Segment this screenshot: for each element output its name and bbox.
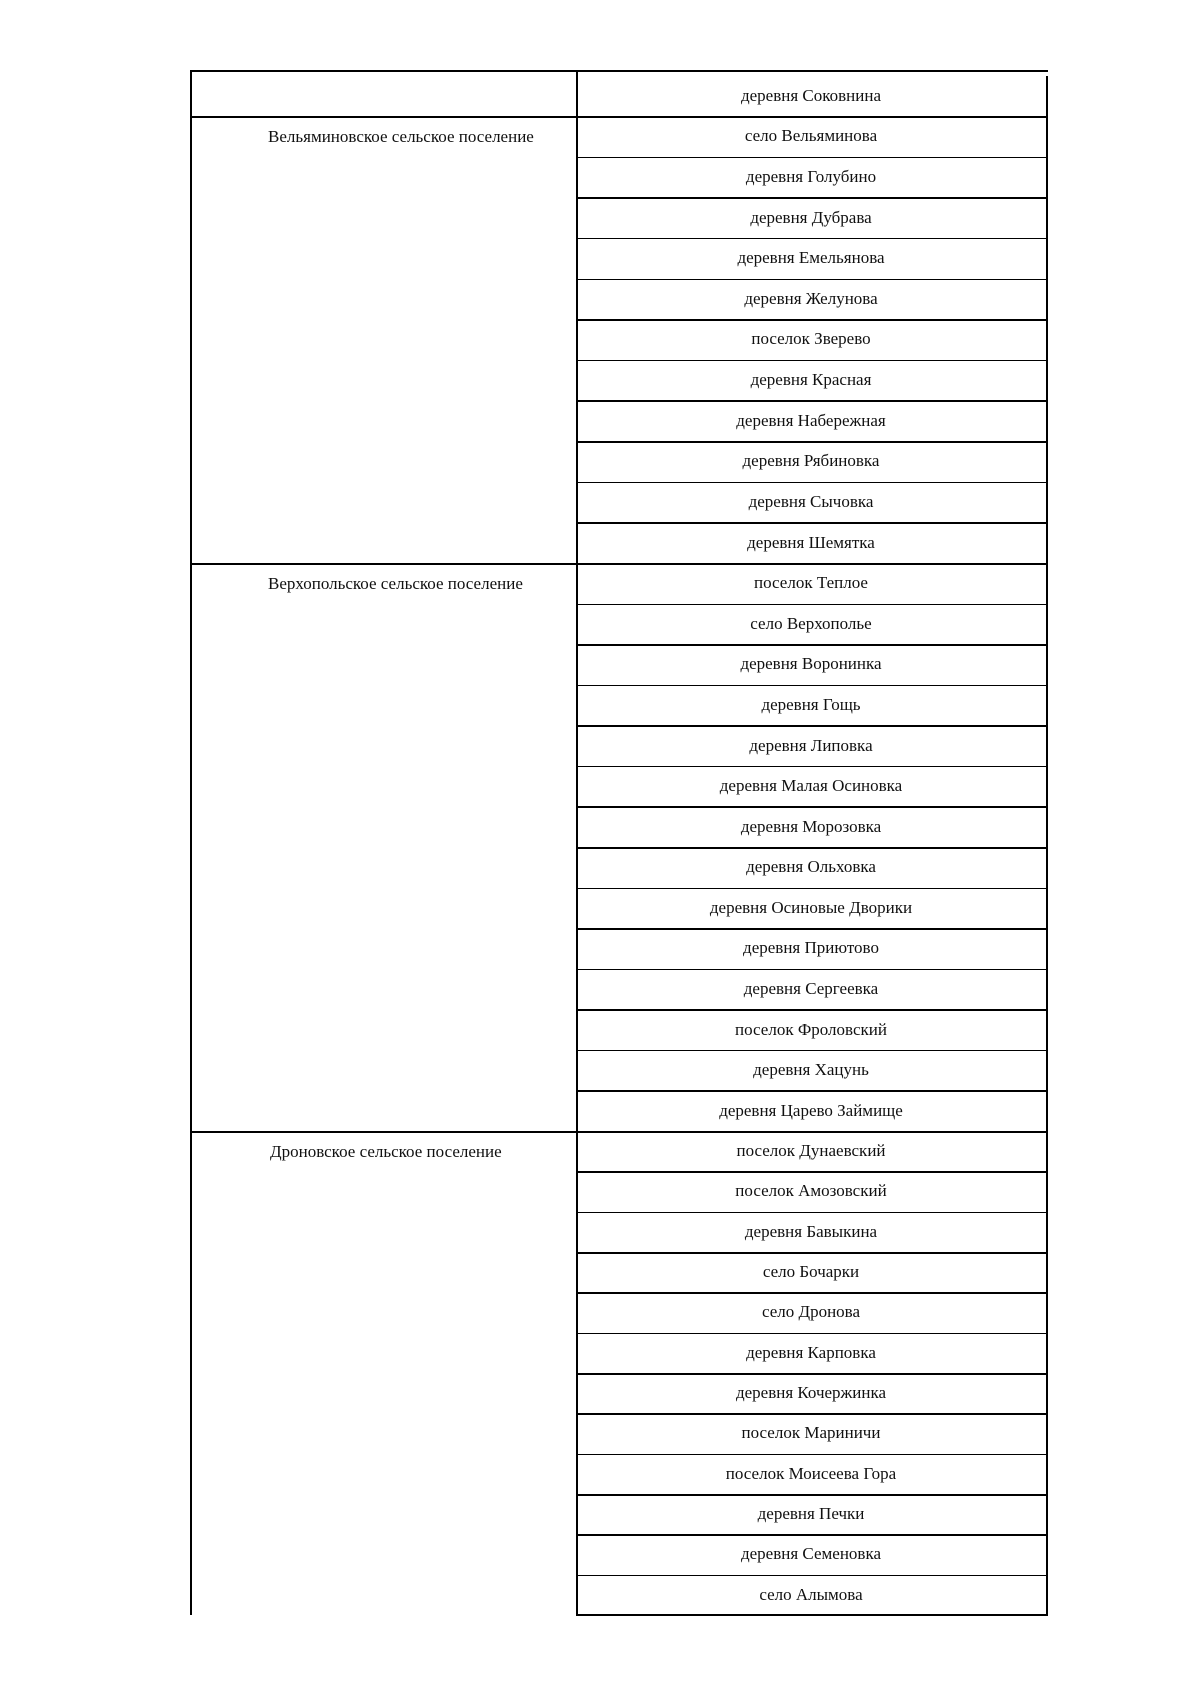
header-left-cell (190, 70, 576, 116)
locality-cell: деревня Сергеевка (743, 978, 879, 998)
row-separator (576, 1212, 1048, 1214)
locality-cell: деревня Желунова (744, 288, 878, 308)
locality-cell: деревня Шемятка (747, 532, 875, 552)
row-separator (576, 1090, 1048, 1092)
locality-cell: деревня Гощь (761, 694, 861, 714)
row-separator (576, 482, 1048, 484)
locality-cell: деревня Красная (750, 370, 872, 390)
row-separator (576, 969, 1048, 971)
group-label-velyaminovskoe: Вельяминовское сельское поселение (268, 127, 534, 146)
row-separator (576, 604, 1048, 606)
locality-cell: деревня Малая Осиновка (719, 776, 903, 796)
row-separator (576, 644, 1048, 646)
locality-cell: деревня Морозовка (740, 816, 882, 836)
row-separator (576, 1252, 1048, 1254)
locality-cell: деревня Набережная (736, 410, 886, 430)
row-separator (576, 1292, 1048, 1294)
header-right-cell: деревня Соковнина (740, 86, 882, 105)
locality-cell: деревня Ольховка (746, 857, 876, 877)
locality-cell: деревня Осиновые Дворики (709, 897, 913, 917)
row-separator (576, 806, 1048, 808)
row-separator (576, 1373, 1048, 1375)
row-separator (576, 725, 1048, 727)
row-separator (576, 441, 1048, 443)
row-separator (576, 766, 1048, 768)
locality-cell: деревня Сычовка (748, 492, 874, 512)
row-separator (576, 847, 1048, 849)
locality-cell: деревня Емельянова (737, 248, 885, 268)
table-bottom-border (576, 1614, 1048, 1616)
row-separator (576, 1454, 1048, 1456)
locality-cell: село Алымова (759, 1584, 863, 1604)
locality-cell: село Верхополье (750, 613, 872, 633)
row-separator (576, 1333, 1048, 1335)
locality-cell: деревня Печки (757, 1504, 865, 1524)
row-separator (576, 238, 1048, 240)
row-separator (576, 1050, 1048, 1052)
locality-cell: деревня Семеновка (740, 1544, 881, 1564)
locality-cell: деревня Воронинка (740, 654, 882, 674)
locality-cell: деревня Бавыкина (744, 1221, 878, 1241)
row-separator (576, 928, 1048, 930)
row-separator (576, 1575, 1048, 1577)
locality-cell: деревня Кочержинка (735, 1383, 887, 1403)
row-separator (576, 319, 1048, 321)
row-separator (576, 685, 1048, 687)
row-separator (576, 1009, 1048, 1011)
row-separator (576, 400, 1048, 402)
row-separator (576, 1413, 1048, 1415)
locality-cell: деревня Липовка (749, 735, 873, 755)
locality-cell: деревня Голубино (745, 166, 877, 186)
locality-cell: деревня Дубрава (750, 207, 872, 227)
locality-cell: село Бочарки (762, 1262, 860, 1282)
locality-cell: поселок Теплое (754, 573, 868, 593)
row-separator (576, 1171, 1048, 1173)
table-right-border (1046, 76, 1048, 1616)
row-separator (576, 360, 1048, 362)
row-separator (576, 1494, 1048, 1496)
locality-cell: деревня Хацунь (753, 1060, 869, 1080)
locality-cell: село Дронова (761, 1302, 861, 1322)
locality-cell: село Вельяминова (744, 126, 878, 146)
locality-cell: деревня Карповка (746, 1342, 876, 1362)
locality-cell: поселок Зверево (751, 329, 871, 349)
table-left-border (190, 70, 192, 1615)
locality-cell: поселок Мариничи (741, 1423, 881, 1443)
group-label-verkhopolskoe: Верхопольское сельское поселение (268, 574, 523, 593)
locality-cell: поселок Амозовский (735, 1181, 887, 1201)
locality-cell: поселок Фроловский (735, 1019, 887, 1039)
locality-cell: деревня Царево Займище (719, 1100, 903, 1120)
row-separator (576, 888, 1048, 890)
group-label-dronovskoe: Дроновское сельское поселение (270, 1142, 502, 1161)
locality-cell: деревня Рябиновка (742, 451, 880, 471)
locality-cell: поселок Дунаевский (736, 1141, 886, 1161)
locality-cell: поселок Моисеева Гора (725, 1463, 897, 1483)
row-separator (576, 1534, 1048, 1536)
locality-cell: деревня Приютово (743, 938, 879, 958)
row-separator (576, 522, 1048, 524)
row-separator (576, 197, 1048, 199)
row-separator (576, 157, 1048, 159)
row-separator (576, 279, 1048, 281)
